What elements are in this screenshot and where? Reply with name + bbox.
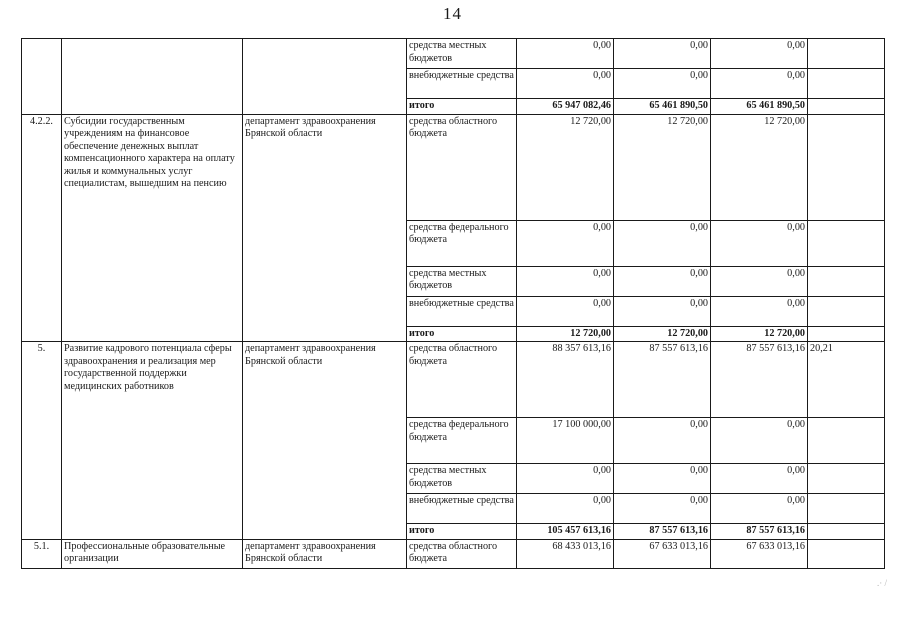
amount-cell-1: 0,00 bbox=[517, 464, 614, 494]
amount-cell-3: 12 720,00 bbox=[711, 114, 808, 220]
budget-source-cell: внебюджетные средства bbox=[407, 494, 517, 524]
indicator-ref-cell bbox=[808, 418, 885, 464]
amount-cell-3: 0,00 bbox=[711, 69, 808, 99]
amount-cell-2: 0,00 bbox=[614, 69, 711, 99]
indicator-ref-cell bbox=[808, 464, 885, 494]
budget-table-body bbox=[22, 39, 885, 569]
amount-cell-3: 0,00 bbox=[711, 266, 808, 296]
item-title-cell: Профессиональные образовательные организации bbox=[62, 539, 243, 568]
amount-cell-2: 0,00 bbox=[614, 296, 711, 326]
budget-table bbox=[21, 38, 885, 569]
amount-cell-2: 65 461 890,50 bbox=[614, 99, 711, 115]
budget-source-cell: средства местных бюджетов bbox=[407, 464, 517, 494]
amount-cell-1: 105 457 613,16 bbox=[517, 524, 614, 540]
responsible-org-cell: департамент здравоохранения Брянской области bbox=[243, 539, 407, 568]
item-code-cell bbox=[22, 39, 62, 115]
amount-cell-1: 0,00 bbox=[517, 220, 614, 266]
budget-source-cell: внебюджетные средства bbox=[407, 296, 517, 326]
amount-cell-1: 65 947 082,46 bbox=[517, 99, 614, 115]
budget-source-cell: средства федерального бюджета bbox=[407, 418, 517, 464]
page-number: 14 bbox=[443, 4, 462, 23]
item-title-cell bbox=[62, 39, 243, 115]
indicator-ref-cell bbox=[808, 39, 885, 69]
indicator-ref-cell bbox=[808, 539, 885, 568]
budget-source-cell: итого bbox=[407, 326, 517, 342]
budget-source-cell: средства местных бюджетов bbox=[407, 266, 517, 296]
amount-cell-1: 17 100 000,00 bbox=[517, 418, 614, 464]
amount-cell-1: 0,00 bbox=[517, 296, 614, 326]
indicator-ref-cell bbox=[808, 494, 885, 524]
amount-cell-1: 68 433 013,16 bbox=[517, 539, 614, 568]
budget-source-cell: внебюджетные средства bbox=[407, 69, 517, 99]
item-title-cell: Развитие кадрового потенциала сферы здравоохранения и реализация мер государственной поддержки медицинских работников bbox=[62, 342, 243, 540]
indicator-ref-cell bbox=[808, 99, 885, 115]
amount-cell-1: 0,00 bbox=[517, 69, 614, 99]
indicator-ref-cell bbox=[808, 296, 885, 326]
amount-cell-2: 87 557 613,16 bbox=[614, 342, 711, 418]
amount-cell-3: 0,00 bbox=[711, 494, 808, 524]
amount-cell-3: 0,00 bbox=[711, 418, 808, 464]
amount-cell-3: 0,00 bbox=[711, 464, 808, 494]
amount-cell-2: 12 720,00 bbox=[614, 326, 711, 342]
indicator-ref-cell bbox=[808, 114, 885, 220]
budget-source-cell: средства областного бюджета bbox=[407, 342, 517, 418]
amount-cell-2: 0,00 bbox=[614, 39, 711, 69]
amount-cell-2: 12 720,00 bbox=[614, 114, 711, 220]
item-title-cell: Субсидии государственным учреждениям на финансовое обеспечение денежных выплат компенсационного характера на оплату жилья и коммунальных услуг специалистам, вышедшим на пенсию bbox=[62, 114, 243, 342]
item-code-cell: 5.1. bbox=[22, 539, 62, 568]
amount-cell-3: 67 633 013,16 bbox=[711, 539, 808, 568]
amount-cell-2: 0,00 bbox=[614, 418, 711, 464]
indicator-ref-cell bbox=[808, 69, 885, 99]
amount-cell-2: 0,00 bbox=[614, 464, 711, 494]
amount-cell-2: 0,00 bbox=[614, 266, 711, 296]
amount-cell-3: 12 720,00 bbox=[711, 326, 808, 342]
amount-cell-2: 87 557 613,16 bbox=[614, 524, 711, 540]
indicator-ref-cell bbox=[808, 524, 885, 540]
amount-cell-1: 12 720,00 bbox=[517, 114, 614, 220]
budget-source-cell: средства областного бюджета bbox=[407, 539, 517, 568]
amount-cell-2: 67 633 013,16 bbox=[614, 539, 711, 568]
budget-source-cell: средства местных бюджетов bbox=[407, 39, 517, 69]
responsible-org-cell bbox=[243, 39, 407, 115]
responsible-org-cell: департамент здравоохранения Брянской области bbox=[243, 342, 407, 540]
item-code-cell: 4.2.2. bbox=[22, 114, 62, 342]
budget-source-cell: средства федерального бюджета bbox=[407, 220, 517, 266]
amount-cell-3: 0,00 bbox=[711, 220, 808, 266]
scan-mark: .· / bbox=[877, 578, 887, 588]
amount-cell-3: 0,00 bbox=[711, 39, 808, 69]
amount-cell-2: 0,00 bbox=[614, 494, 711, 524]
indicator-ref-cell bbox=[808, 220, 885, 266]
table-row bbox=[22, 39, 885, 69]
budget-source-cell: итого bbox=[407, 524, 517, 540]
item-code-cell: 5. bbox=[22, 342, 62, 540]
amount-cell-2: 0,00 bbox=[614, 220, 711, 266]
table-row bbox=[22, 114, 885, 220]
amount-cell-1: 88 357 613,16 bbox=[517, 342, 614, 418]
amount-cell-1: 0,00 bbox=[517, 39, 614, 69]
budget-source-cell: средства областного бюджета bbox=[407, 114, 517, 220]
table-row bbox=[22, 539, 885, 568]
amount-cell-1: 12 720,00 bbox=[517, 326, 614, 342]
responsible-org-cell: департамент здравоохранения Брянской области bbox=[243, 114, 407, 342]
amount-cell-1: 0,00 bbox=[517, 494, 614, 524]
table-row bbox=[22, 342, 885, 418]
amount-cell-3: 87 557 613,16 bbox=[711, 524, 808, 540]
amount-cell-1: 0,00 bbox=[517, 266, 614, 296]
indicator-ref-cell bbox=[808, 326, 885, 342]
indicator-ref-cell bbox=[808, 266, 885, 296]
budget-source-cell: итого bbox=[407, 99, 517, 115]
amount-cell-3: 65 461 890,50 bbox=[711, 99, 808, 115]
amount-cell-3: 87 557 613,16 bbox=[711, 342, 808, 418]
amount-cell-3: 0,00 bbox=[711, 296, 808, 326]
indicator-ref-cell: 20,21 bbox=[808, 342, 885, 418]
